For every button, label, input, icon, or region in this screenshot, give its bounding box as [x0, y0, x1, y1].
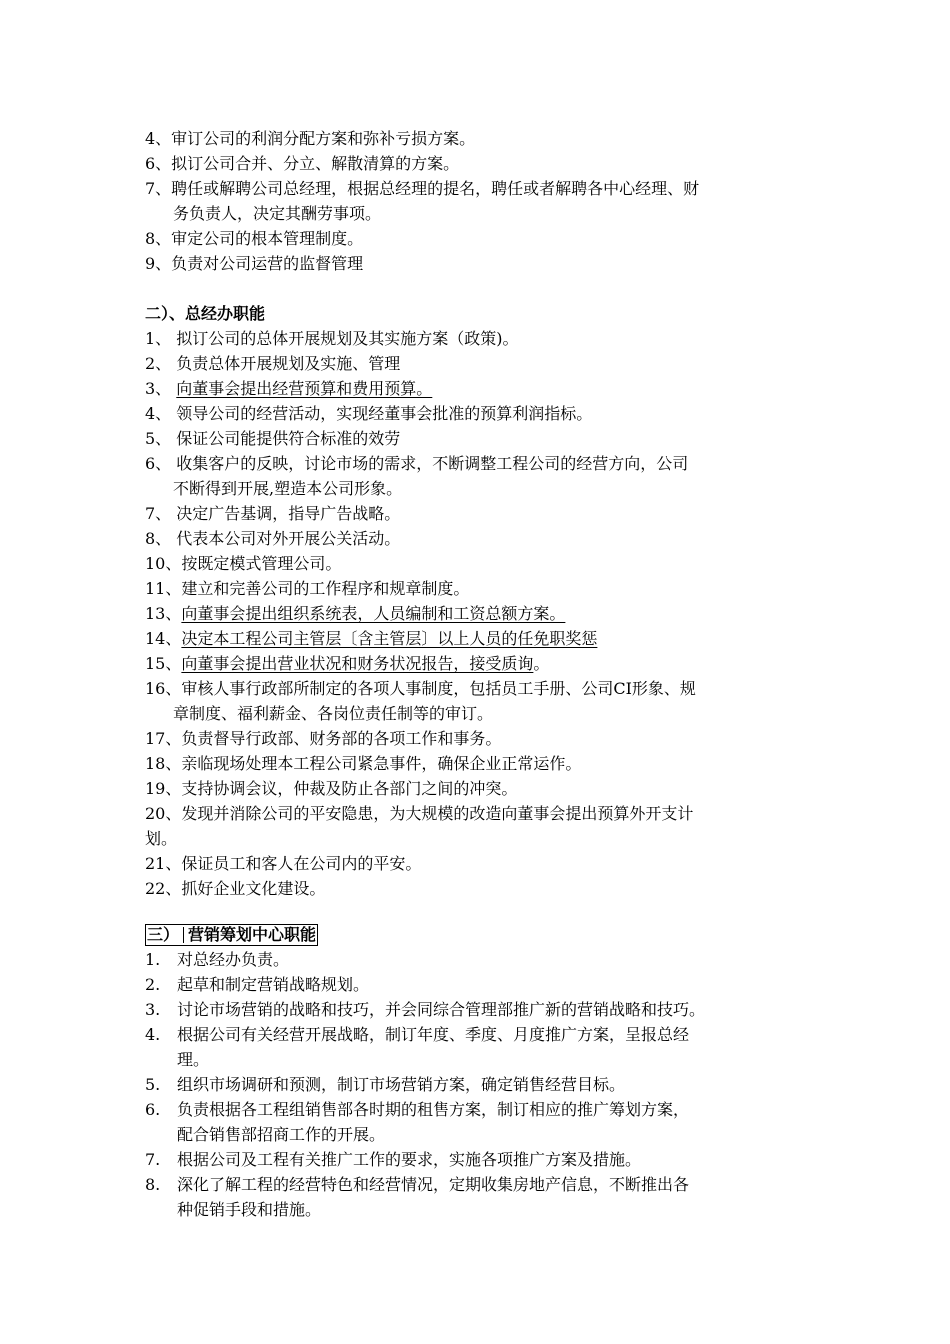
item-text: 深化了解工程的经营特色和经营情况，定期收集房地产信息，不断推出各 [177, 1175, 690, 1194]
list-item [145, 972, 825, 997]
item-number: 15、 [145, 654, 182, 673]
list-item: 4、审订公司的利润分配方案和弥补亏损方案。 [145, 129, 476, 148]
item-text: 根据公司有关经营开展战略，制订年度、季度、月度推广方案，呈报总经 [177, 1025, 690, 1044]
list-item-continuation [145, 1197, 825, 1222]
item-number: 7. [145, 1150, 161, 1169]
item-text: 理。 [177, 1050, 210, 1069]
list-item: 10、按既定模式管理公司。 [145, 554, 342, 573]
list-item [145, 997, 825, 1022]
heading-prefix: 三） [147, 925, 180, 944]
item-text: 组织市场调研和预测，制订市场营销方案，确定销售经营目标。 [177, 1075, 626, 1094]
list-item-continuation: 不断得到开展,塑造本公司形象。 [173, 479, 403, 498]
item-number: 4. [145, 1025, 161, 1044]
heading-separator [183, 927, 184, 943]
punctuation: 。 [533, 654, 550, 673]
list-item: 5、 保证公司能提供符合标准的效劳 [145, 429, 401, 448]
list-item-continuation [145, 1047, 825, 1072]
list-item: 7、 决定广告基调，指导广告战略。 [145, 504, 401, 523]
list-item [145, 947, 825, 972]
list-item: 8、审定公司的根本管理制度。 [145, 229, 364, 248]
item-number: 6. [145, 1100, 161, 1119]
list-item: 18、亲临现场处理本工程公司紧急事件，确保企业正常运作。 [145, 754, 582, 773]
list-item [145, 626, 825, 651]
list-item-continuation: 章制度、福利薪金、各岗位责任制等的审订。 [173, 704, 494, 723]
item-number: 3、 [145, 379, 177, 398]
item-text: 负责根据各工程组销售部各时期的租售方案，制订相应的推广筹划方案， [177, 1100, 690, 1119]
list-item [145, 1172, 825, 1197]
list-item [145, 1147, 825, 1172]
list-item: 17、负责督导行政部、财务部的各项工作和事务。 [145, 729, 502, 748]
list-item: 2、 负责总体开展规划及实施、管理 [145, 354, 401, 373]
list-item: 11、建立和完善公司的工作程序和规章制度。 [145, 579, 470, 598]
list-item [145, 651, 825, 676]
item-number: 1. [145, 950, 161, 969]
list-item: 1、 拟订公司的总体开展规划及其实施方案（政策)。 [145, 329, 519, 348]
boxed-heading [145, 924, 318, 946]
item-number: 2. [145, 975, 161, 994]
list-item: 16、审核人事行政部所制定的各项人事制度，包括员工手册、公司CI形象、规 [145, 679, 696, 698]
list-item [145, 601, 825, 626]
item-number: 14、 [145, 629, 182, 648]
list-item: 6、拟订公司合并、分立、解散清算的方案。 [145, 154, 460, 173]
item-text: 对总经办负责。 [177, 950, 290, 969]
marketing-section [145, 922, 825, 1222]
general-office-section [145, 301, 825, 901]
list-item-continuation [145, 1122, 825, 1147]
list-item [145, 1022, 825, 1047]
item-text: 起草和制定营销战略规划。 [177, 975, 370, 994]
item-text: 讨论市场营销的战略和技巧，并会同综合管理部推广新的营销战略和技巧。 [177, 1000, 706, 1019]
item-number: 13、 [145, 604, 182, 623]
underlined-text: 向董事会提出营业状况和财务状况报告，接受质询 [181, 654, 534, 673]
item-number: 8. [145, 1175, 161, 1194]
numbered-list [145, 947, 825, 1222]
list-item-continuation: 划。 [145, 829, 178, 848]
underlined-text: 决定本工程公司主管层〔含主管层〕以上人员的任免职奖惩 [181, 629, 598, 648]
item-number: 5. [145, 1075, 161, 1094]
list-item: 19、支持协调会议，仲裁及防止各部门之间的冲突。 [145, 779, 518, 798]
list-item: 20、发现并消除公司的平安隐患，为大规模的改造向董事会提出预算外开支计 [145, 804, 694, 823]
underlined-text: 向董事会提出组织系统表，人员编制和工资总额方案。 [181, 604, 566, 623]
board-duties-list [145, 126, 825, 276]
item-text: 种促销手段和措施。 [177, 1200, 322, 1219]
list-item: 7、聘任或解聘公司总经理，根据总经理的提名，聘任或者解聘各中心经理、财 [145, 179, 700, 198]
list-item [145, 1072, 825, 1097]
list-item: 8、 代表本公司对外开展公关活动。 [145, 529, 401, 548]
list-item: 22、抓好企业文化建设。 [145, 879, 326, 898]
item-text: 配合销售部招商工作的开展。 [177, 1125, 386, 1144]
item-number: 3. [145, 1000, 161, 1019]
list-item: 21、保证员工和客人在公司内的平安。 [145, 854, 422, 873]
heading-text: 营销筹划中心职能 [188, 925, 317, 944]
list-item: 9、负责对公司运营的监督管理 [145, 254, 364, 273]
list-item [145, 376, 825, 401]
section-heading [145, 922, 825, 947]
list-item-continuation: 务负责人，决定其酬劳事项。 [173, 204, 382, 223]
item-text: 根据公司及工程有关推广工作的要求，实施各项推广方案及措施。 [177, 1150, 642, 1169]
underlined-text: 向董事会提出经营预算和费用预算。 [176, 379, 433, 398]
section-heading: 二）、总经办职能 [145, 304, 266, 323]
list-item: 4、 领导公司的经营活动，实现经董事会批准的预算利润指标。 [145, 404, 593, 423]
list-item [145, 1097, 825, 1122]
list-item: 6、 收集客户的反映，讨论市场的需求，不断调整工程公司的经营方向，公司 [145, 454, 689, 473]
